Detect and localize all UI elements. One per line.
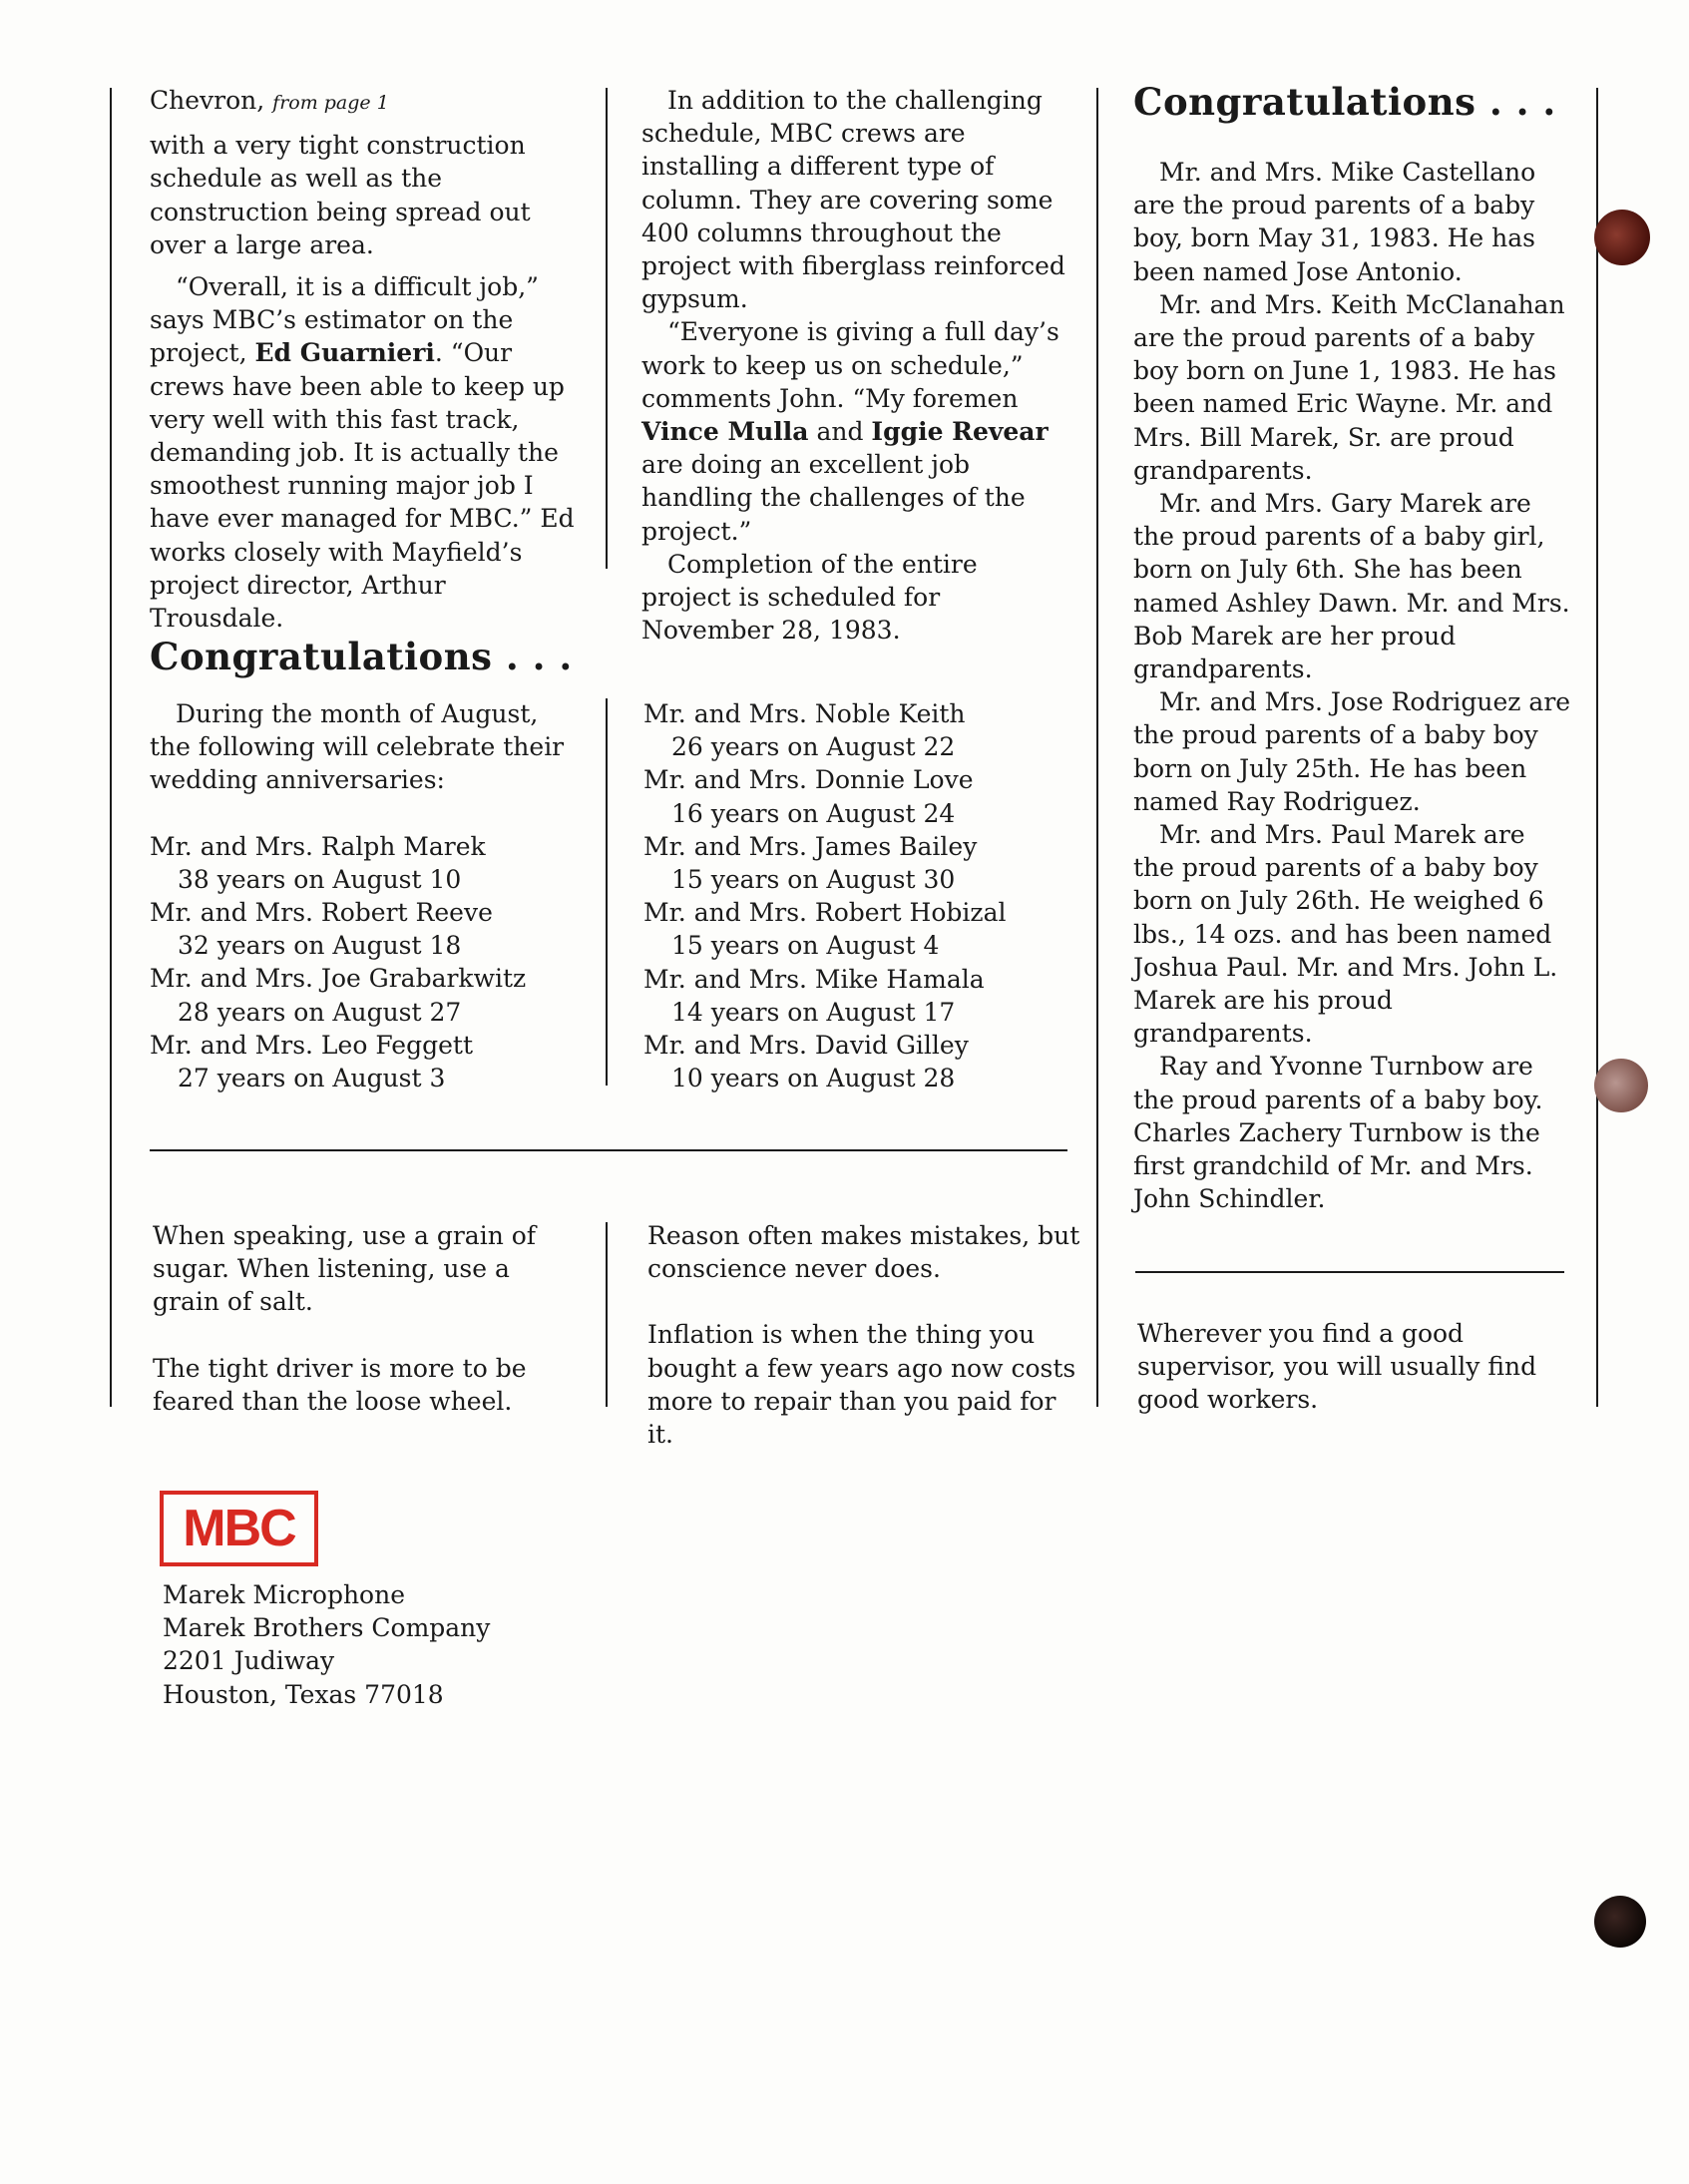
anniversary-years: 32 years on August 18 — [178, 931, 462, 961]
anniversary-years: 14 years on August 17 — [671, 997, 956, 1027]
anniversary-couple: Mr. and Mrs. Noble Keith — [643, 699, 966, 728]
continuation-title: Chevron, — [150, 86, 265, 115]
person-name: Ed Guarnieri — [254, 338, 435, 368]
address-line: Marek Brothers Company — [163, 1613, 491, 1643]
anniversary-couple: Mr. and Mrs. David Gilley — [643, 1031, 969, 1061]
anniversary-couple: Mr. and Mrs. James Bailey — [643, 831, 978, 861]
anniversaries-intro: During the month of August, the following will celebrate their wedding anniversaries: — [150, 699, 565, 795]
saying: Inflation is when the thing you bought a few years ago now costs more to repair than you paid for it. — [647, 1320, 1076, 1450]
article-paragraph: with a very tight construction schedule as well as the construction being spread out over a large area. — [150, 131, 531, 259]
continuation-ref: from page 1 — [272, 92, 389, 114]
binder-hole — [1594, 210, 1650, 265]
article-paragraph: In addition to the challenging schedule, MBC crews are installing a different type of column. They are covering some 400 columns throughout the project with fiberglass reinforced gypsum. — [641, 86, 1065, 314]
address-line: 2201 Judiway — [163, 1646, 335, 1676]
divider-left — [150, 1149, 1067, 1151]
birth-announcement: Mr. and Mrs. Keith McClanahan are the proud parents of a baby boy born on June 1, 1983. He has been named Eric Wayne. Mr. and Mrs. Bill Marek, Sr. are proud grandparents. — [1133, 289, 1565, 485]
binder-hole — [1594, 1896, 1646, 1948]
column-rule-middle-anniv — [606, 698, 608, 1086]
saying: The tight driver is more to be feared than the loose wheel. — [153, 1353, 527, 1416]
anniversary-years: 15 years on August 30 — [671, 865, 956, 895]
anniversaries-heading: Congratulations . . . — [150, 635, 573, 678]
anniversary-years: 28 years on August 27 — [178, 997, 462, 1027]
anniversary-couple: Mr. and Mrs. Mike Hamala — [643, 964, 985, 994]
continuation-line — [150, 84, 579, 120]
column-rule-middle-sayings — [606, 1222, 608, 1407]
birth-announcement: Ray and Yvonne Turnbow are the proud parents of a baby boy. Charles Zachery Turnbow is the first grandchild of Mr. and Mrs. John Schindler. — [1133, 1052, 1543, 1214]
address-line: Houston, Texas 77018 — [163, 1679, 444, 1709]
binder-hole — [1594, 1059, 1648, 1112]
saying: When speaking, use a grain of sugar. When listening, use a grain of salt. — [153, 1221, 537, 1317]
saying: Reason often makes mistakes, but conscience never does. — [647, 1221, 1080, 1284]
anniversary-years: 10 years on August 28 — [671, 1064, 956, 1093]
birth-announcement: Mr. and Mrs. Jose Rodriguez are the proud parents of a baby boy born on July 25th. He has been named Ray Rodriguez. — [1133, 687, 1571, 816]
sayings-right — [1137, 1317, 1566, 1417]
article-column-2 — [641, 84, 1070, 647]
anniversary-list-left — [150, 830, 579, 1095]
anniversary-years: 15 years on August 4 — [671, 931, 940, 961]
anniversary-couple: Mr. and Mrs. Joe Grabarkwitz — [150, 964, 527, 994]
birth-announcement: Mr. and Mrs. Paul Marek are the proud parents of a baby boy born on July 26th. He weighed 6 lbs., 14 ozs. and has been named Joshua Paul. Mr. and Mrs. John L. Marek are his proud grandparents. — [1133, 820, 1558, 1049]
article-paragraph: Completion of the entire project is scheduled for November 28, 1983. — [641, 549, 978, 646]
anniversary-couple: Mr. and Mrs. Ralph Marek — [150, 831, 486, 861]
column-rule-left — [110, 88, 112, 1407]
logo-text: MBC — [183, 1500, 295, 1557]
saying: Wherever you find a good supervisor, you will usually find good workers. — [1137, 1319, 1537, 1415]
article-paragraph: “Everyone is giving a full day’s work to keep us on schedule,” comments John. “My foremen Vince Mulla and Iggie Revear are doing an excellent job handling the challenges of the project.” — [641, 317, 1059, 546]
anniversary-couple: Mr. and Mrs. Robert Reeve — [150, 898, 493, 928]
birth-announcement: Mr. and Mrs. Gary Marek are the proud parents of a baby girl, born on July 6th. She has been named Ashley Dawn. Mr. and Mrs. Bob Marek are her proud grandparents. — [1133, 489, 1570, 684]
sayings-left — [153, 1219, 582, 1418]
births-column — [1133, 156, 1572, 1216]
divider-right — [1135, 1271, 1564, 1273]
anniversary-couple: Mr. and Mrs. Robert Hobizal — [643, 898, 1007, 928]
person-name: Iggie Revear — [871, 417, 1049, 447]
article-paragraph: “Overall, it is a difficult job,” says MBC’s estimator on the project, Ed Guarnieri. “Our crews have been able to keep up very well with this fast track, demanding job. It is actually the smoothest running major job I have ever managed for MBC.” Ed works closely with Mayfield’s project director, Arthur Trousdale. — [150, 272, 575, 634]
column-rule-right — [1096, 88, 1098, 1407]
anniversaries-left — [150, 697, 579, 1094]
anniversary-couple: Mr. and Mrs. Donnie Love — [643, 765, 974, 795]
address-line: Marek Microphone — [163, 1580, 405, 1609]
anniversary-years: 26 years on August 22 — [671, 732, 956, 762]
person-name: Vince Mulla — [641, 417, 809, 447]
sayings-middle — [647, 1219, 1086, 1451]
column-rule-far-right — [1596, 88, 1598, 1407]
anniversary-years: 27 years on August 3 — [178, 1064, 446, 1093]
column-rule-middle-top — [606, 88, 608, 569]
births-heading: Congratulations . . . — [1133, 80, 1556, 124]
anniversary-years: 38 years on August 10 — [178, 864, 462, 894]
anniversary-years: 16 years on August 24 — [671, 798, 956, 828]
mailing-address — [163, 1578, 490, 1711]
mbc-logo — [160, 1491, 318, 1566]
anniversaries-right — [643, 697, 1072, 1094]
birth-announcement: Mr. and Mrs. Mike Castellano are the proud parents of a baby boy, born May 31, 1983. He has been named Jose Antonio. — [1133, 158, 1536, 286]
anniversary-couple: Mr. and Mrs. Leo Feggett — [150, 1030, 473, 1060]
article-column-1 — [150, 84, 579, 635]
